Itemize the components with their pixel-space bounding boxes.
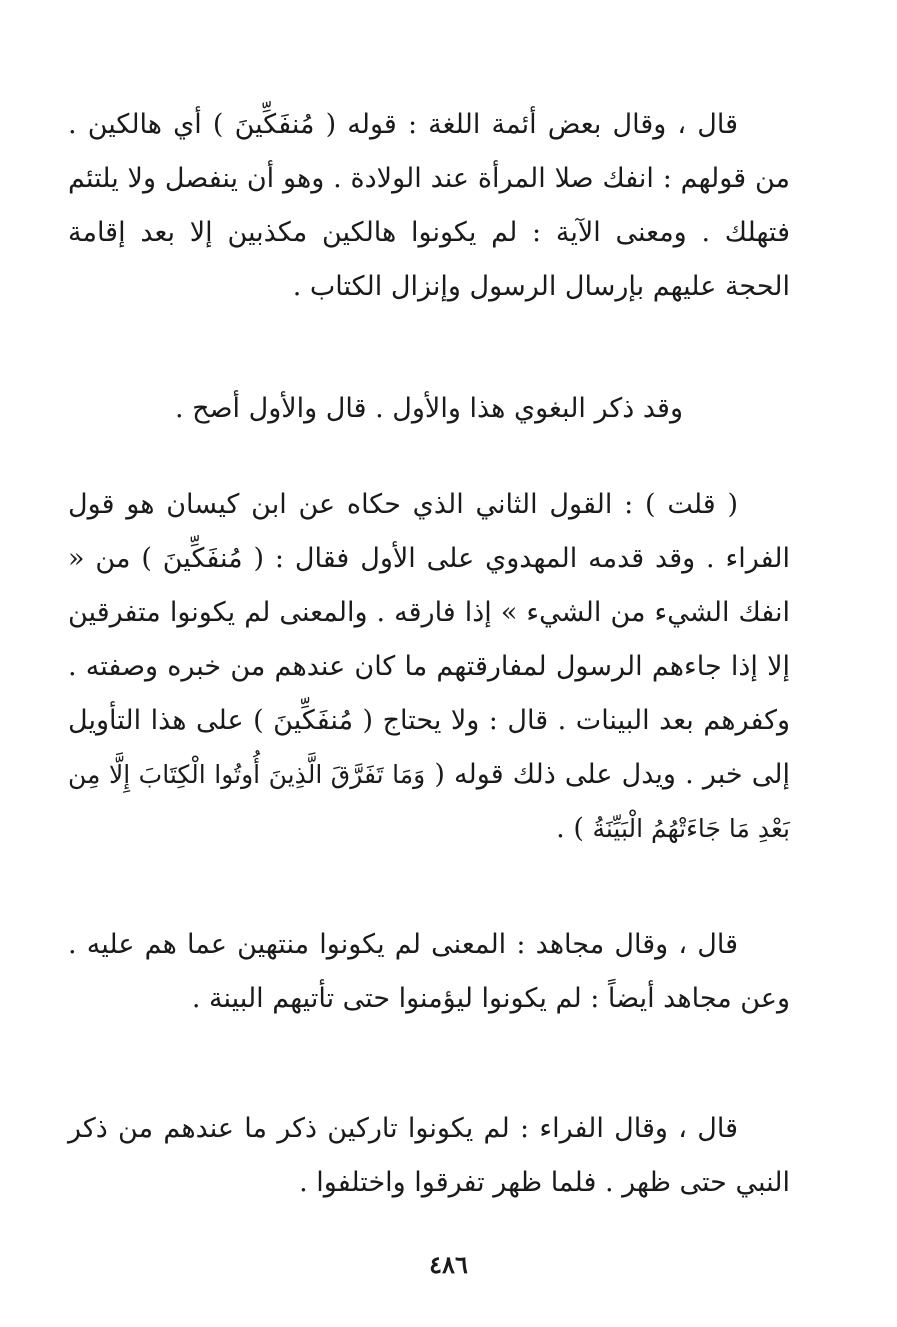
- paragraph-3-text-end: ) .: [556, 813, 584, 844]
- paragraph-4-text: قال ، وقال مجاهد : المعنى لم يكونوا منتهين عما هم عليه . وعن مجاهد أيضاً : لم يكونوا ليؤمنوا حتى تأتيهم البينة .: [68, 929, 790, 1014]
- paragraph-3-text-start: ( قلت ) : القول الثاني الذي حكاه عن ابن كيسان هو قول الفراء . وقد قدمه المهدوي على الأول فقال : ( مُنفَكِّينَ ) من « انفك الشيء من الشيء » إذا فارقه . والمعنى لم يكونوا متفرقين إلا إذا جاءهم الرسول لمفارقتهم ما كان عندهم من خبره وصفته . وكفرهم بعد البينات . قال : ولا يحتاج ( مُنفَكِّينَ ) على هذا التأويل إلى خبر . ويدل على ذلك قوله (: [68, 489, 790, 790]
- paragraph-3-text: [68, 478, 790, 856]
- quran-verse: وَمَا تَفَرَّقَ الَّذِينَ أُوتُوا الْكِتَابَ إِلَّا مِن بَعْدِ مَا جَاءَتْهُمُ الْبَيِّنَةُ: [68, 760, 790, 843]
- paragraph-2: [68, 382, 790, 436]
- paragraph-2-text: وقد ذكر البغوي هذا والأول . قال والأول أصح .: [175, 393, 683, 424]
- paragraph-5-text: قال ، وقال الفراء : لم يكونوا تاركين ذكر ما عندهم من ذكر النبي حتى ظهر . فلما ظهر تفرقوا واختلفوا .: [68, 1113, 790, 1198]
- paragraph-4: [68, 918, 790, 1026]
- paragraph-1: [68, 98, 790, 314]
- page-number: ٤٨٦: [429, 1250, 468, 1279]
- paragraph-3: [68, 478, 790, 856]
- paragraph-5: [68, 1102, 790, 1210]
- paragraph-1-text: قال ، وقال بعض أئمة اللغة : قوله ( مُنفَكِّينَ ) أي هالكين . من قولهم : انفك صلا المرأة عند الولادة . وهو أن ينفصل ولا يلتئم فتهلك . ومعنى الآية : لم يكونوا هالكين مكذبين إلا بعد إقامة الحجة عليهم بإرسال الرسول وإنزال الكتاب .: [68, 109, 790, 302]
